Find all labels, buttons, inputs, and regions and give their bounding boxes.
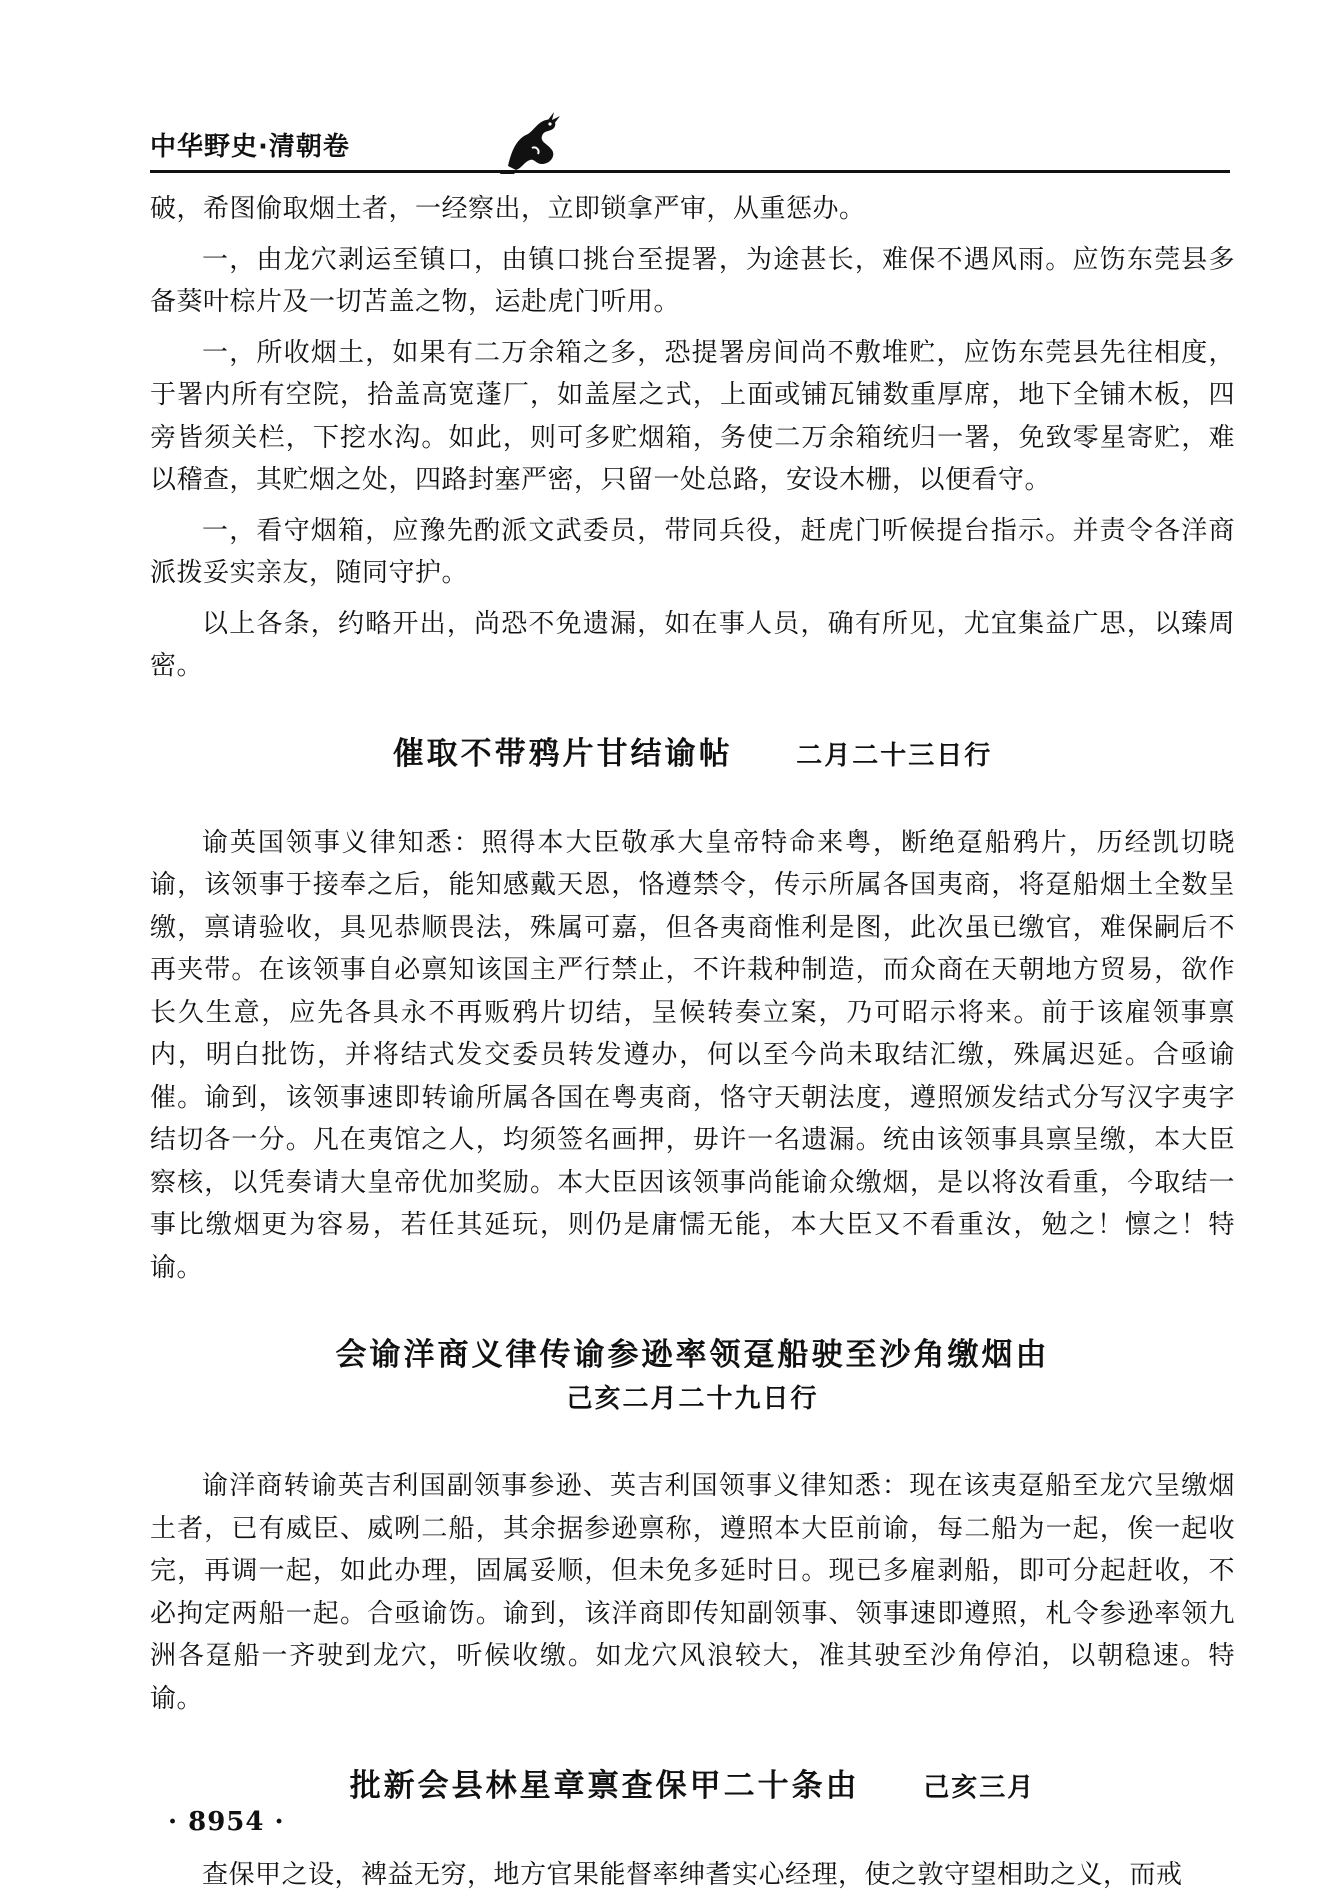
- section-title: 催取不带鸦片甘结谕帖: [392, 735, 733, 772]
- section-date: 己亥二月二十九日行: [566, 1384, 819, 1414]
- section-title: 批新会县林星章禀查保甲二十条由: [349, 1768, 860, 1804]
- paragraph: 谕英国领事义律知悉：照得本大臣敬承大皇帝特命来粤，断绝趸船鸦片，历经凯切晓谕，该领事于接奉之后，能知感戴天恩，恪遵禁令，传示所属各国夷商，将趸船烟土全数呈缴，禀请验收，具见恭顺畏法，殊属可嘉，但各夷商惟利是图，此次虽已缴官，难保嗣后不再夹带。在该领事自必禀知该国主严行禁止，不许栽种制造，而众商在天朝地方贸易，欲作长久生意，应先各具永不再贩鸦片切结，呈候转奏立案，乃可昭示将来。前于该雇领事禀内，明白批饬，并将结式发交委员转发遵办，何以至今尚未取结汇缴，殊属迟延。合亟谕催。谕到，该领事速即转谕所属各国在粤夷商，恪守天朝法度，遵照颁发结式分写汉字夷字结切各一分。凡在夷馆之人，均须签名画押，毋许一名遗漏。统由该领事具禀呈缴，本大臣察核，以凭奏请大皇帝优加奖励。本大臣因该领事尚能谕众缴烟，是以将汝看重，今取结一事比缴烟更为容易，若任其延玩，则仍是庸懦无能，本大臣又不看重汝，勉之！懔之！特谕。: [150, 827, 1235, 1283]
- section-date: 二月二十三日行: [796, 740, 993, 771]
- paragraph: 一，所收烟土，如果有二万余箱之多，恐提署房间尚不敷堆贮，应饬东莞县先往相度，于署内所有空院，拾盖高宽蓬厂，如盖屋之式，上面或铺瓦铺数重厚席，地下全铺木板，四旁皆须关栏，下挖水沟。如此，则可多贮烟箱，务使二万余箱统归一署，免致零星寄贮，难以稽查，其贮烟之处，四路封塞严密，只留一处总路，安设木栅，以便看守。: [150, 337, 1235, 495]
- page-content: [150, 188, 1235, 1897]
- paragraph: 查保甲之设，裨益无穷，地方官果能督率绅耆实心经理，使之敦守望相助之义，而戒: [202, 1860, 1183, 1890]
- section-heading: [150, 1289, 1235, 1465]
- paragraph: 一，由龙穴剥运至镇口，由镇口挑台至提署，为途甚长，难保不遇风雨。应饬东莞县多备葵叶棕片及一切苫盖之物，运赴虎门听用。: [150, 244, 1235, 317]
- paragraph: 破，希图偷取烟土者，一经察出，立即锁拿严审，从重惩办。: [150, 194, 866, 224]
- paragraph: 以上各条，约略开出，尚恐不免遗漏，如在事人员，确有所见，尤宜集益广思，以臻周密。: [150, 608, 1235, 681]
- section-title: 会谕洋商义律传谕参逊率领趸船驶至沙角缴烟由: [335, 1337, 1050, 1373]
- section-heading: [150, 688, 1235, 822]
- section-date: 己亥三月: [923, 1773, 1036, 1803]
- header-rule: [150, 170, 1230, 173]
- paragraph: 谕洋商转谕英吉利国副领事参逊、英吉利国领事义律知悉：现在该夷趸船至龙穴呈缴烟土者，已有威臣、威咧二船，其余据参逊禀称，遵照本大臣前谕，每二船为一起，俟一起收完，再调一起，如此办理，固属妥顺，但未免多延时日。现已多雇剥船，即可分起赶收，不必拘定两船一起。合亟谕饬。谕到，该洋商即传知副领事、领事速即遵照，札令参逊率领九洲各趸船一齐驶到龙穴，听候收缴。如龙穴风浪较大，准其驶至沙角停泊，以朝稳速。特谕。: [150, 1471, 1235, 1714]
- page-number: · 8954 ·: [168, 1807, 285, 1837]
- book-title: 中华野史·清朝卷: [150, 132, 350, 162]
- dragon-emblem-icon: [488, 108, 578, 178]
- paragraph: 一，看守烟箱，应豫先酌派文武委员，带同兵役，赶虎门听候提台指示。并责令各洋商派拨妥实亲友，随同守护。: [150, 515, 1235, 588]
- page-header: [150, 118, 1230, 178]
- section-heading: [150, 1720, 1235, 1854]
